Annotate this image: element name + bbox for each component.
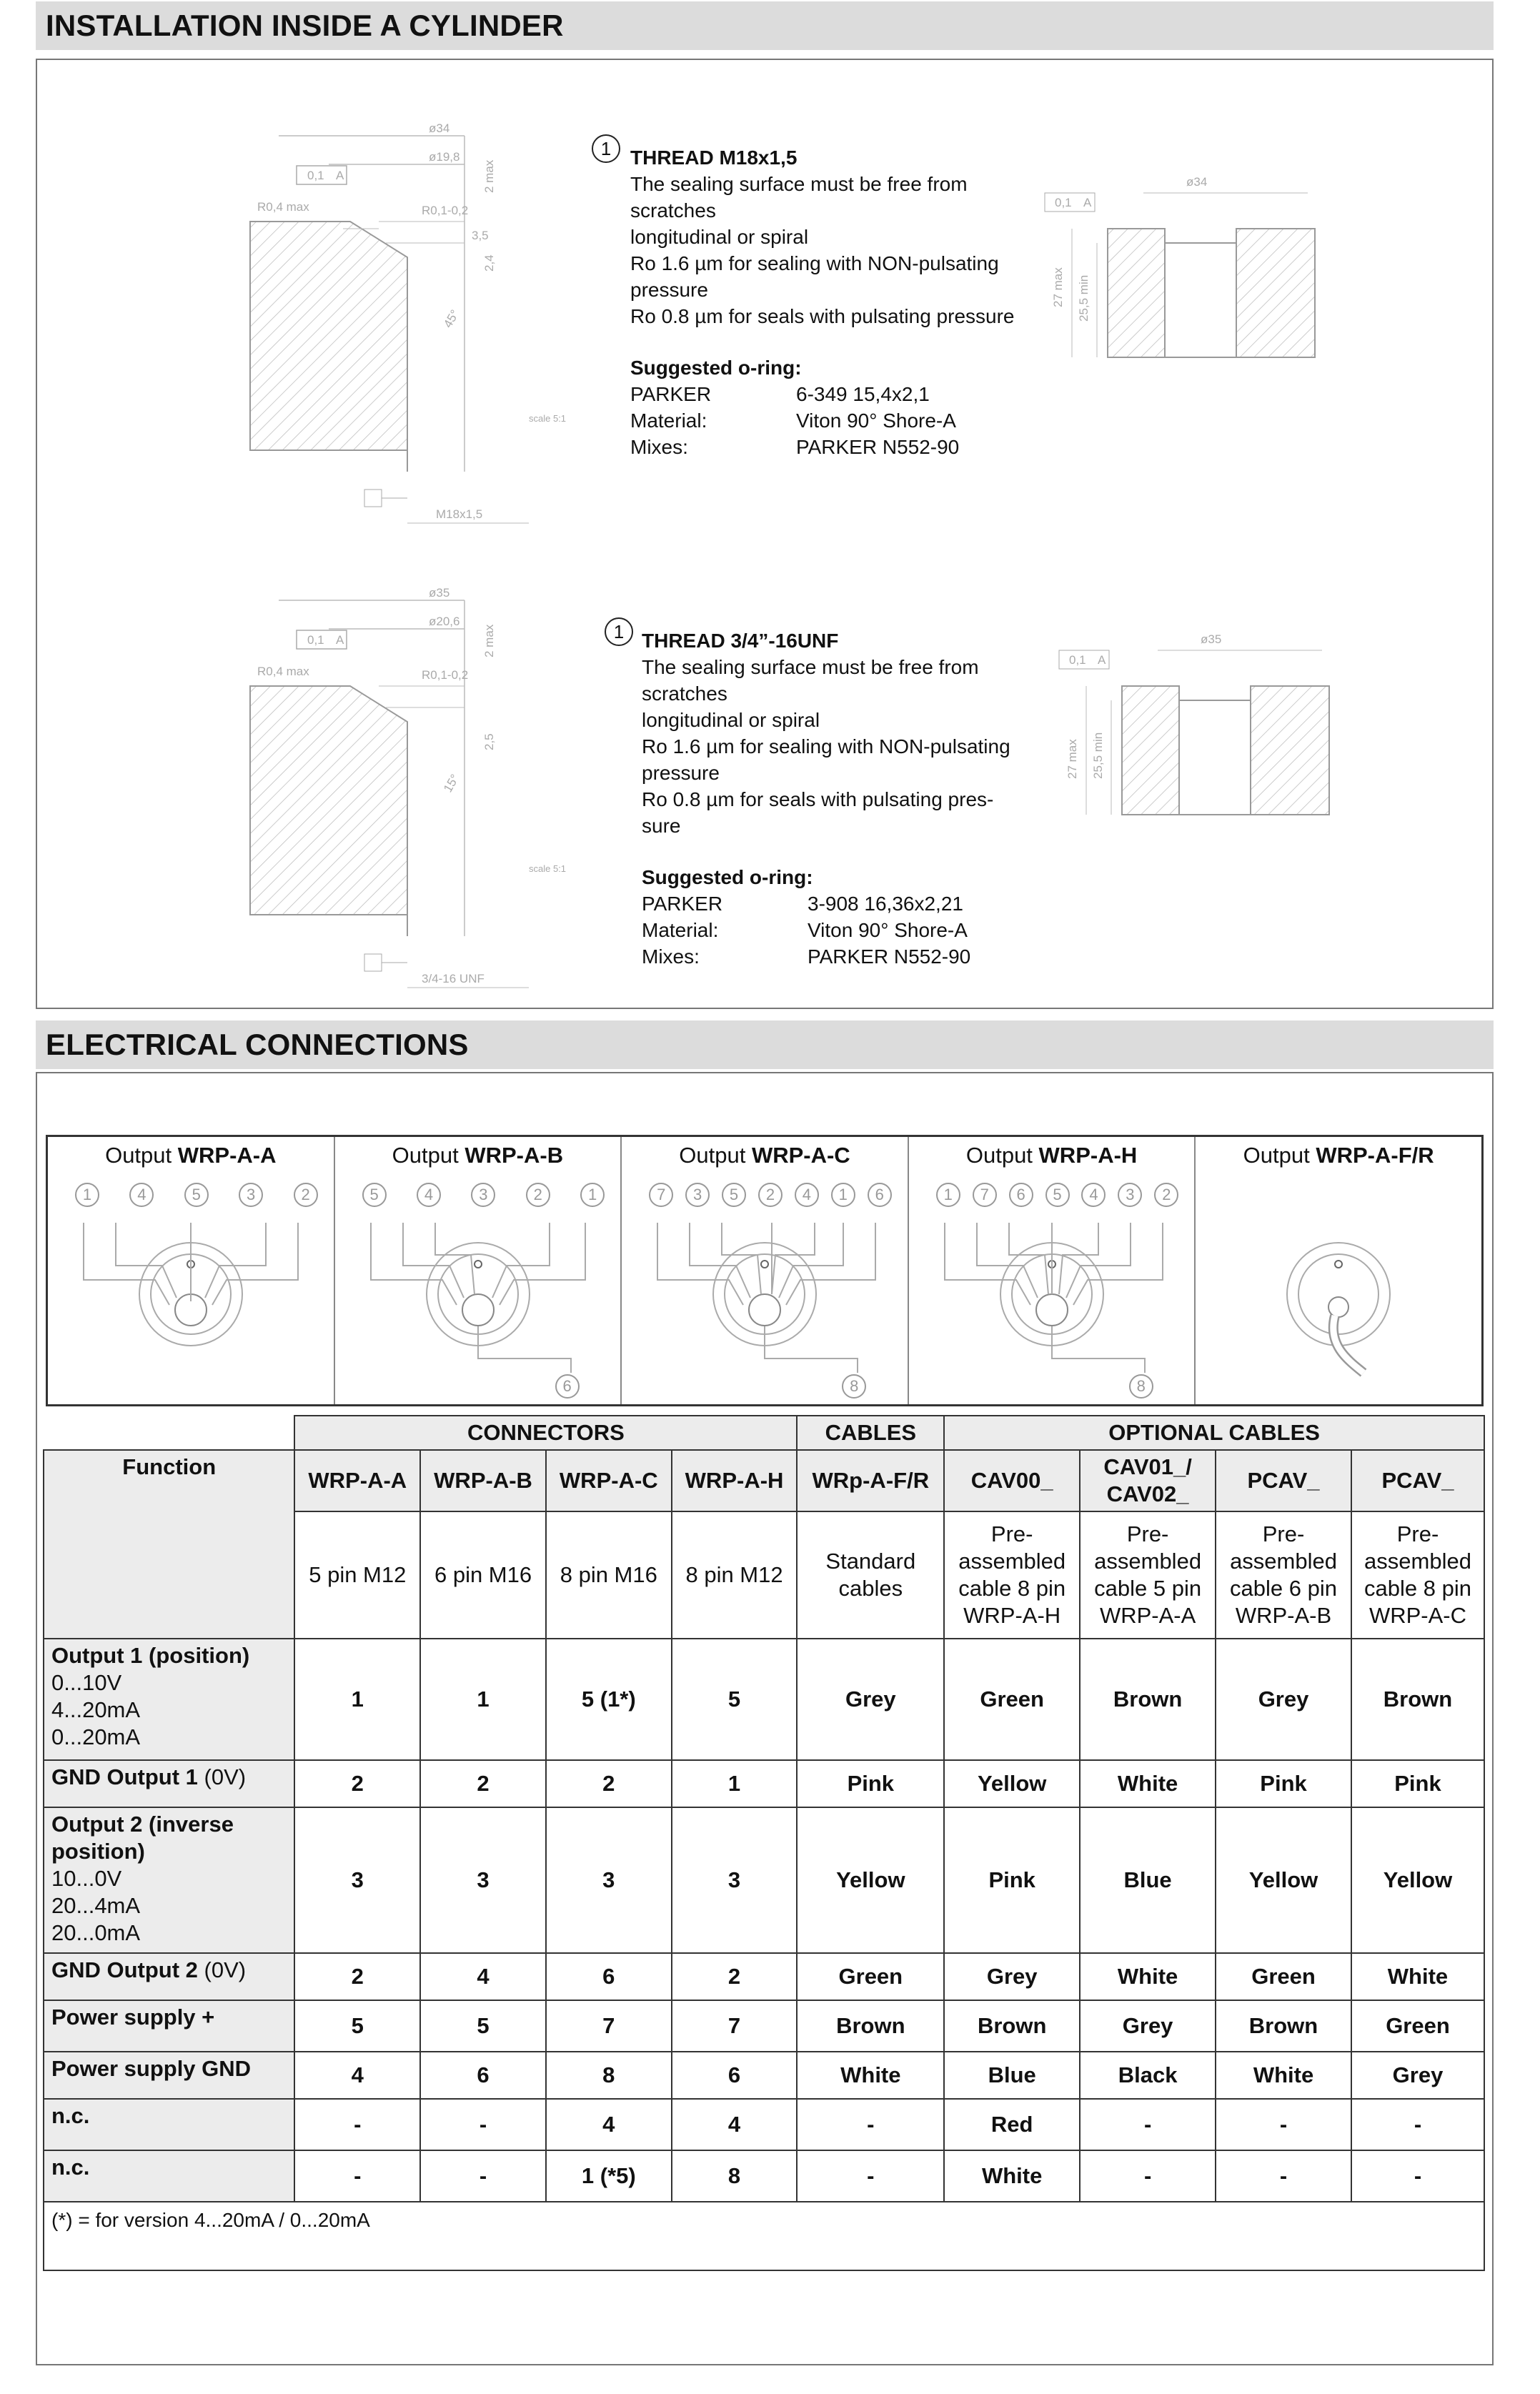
group-header-row — [44, 1416, 1484, 1450]
dim-diameter-outer: ø34 — [429, 121, 450, 135]
table-cell: 4 — [546, 2099, 672, 2150]
dim-datum: A — [336, 633, 344, 647]
oring-row: Material: Viton 90° Shore-A — [630, 409, 956, 432]
table-row — [44, 1639, 1484, 1760]
table-cell: 7 — [546, 2000, 672, 2052]
spec-line: Ro 1.6 µm for sealing with NON-pulsating — [630, 252, 999, 274]
function-cell — [44, 1760, 294, 1807]
section-electrical-header — [36, 1020, 1494, 1069]
table-row — [44, 2000, 1484, 2052]
table-cell: - — [294, 2150, 420, 2202]
table-cell: White — [797, 2052, 944, 2099]
col-header: WRP-A-A — [294, 1450, 420, 1511]
dim-depth-1: 3,5 — [472, 229, 489, 242]
function-cell — [44, 1807, 294, 1953]
spec-line: Ro 0.8 µm for seals with pulsating pres- — [642, 788, 994, 810]
oring-row: Mixes: PARKER N552-90 — [642, 945, 971, 968]
pin-labels: 1 7 6 5 4 3 2 — [936, 1183, 1179, 1207]
dim-angle: 15° — [441, 772, 462, 795]
function-label: Output 2 (inverse position) — [51, 1812, 234, 1864]
table-cell: 4 — [420, 1953, 546, 2000]
table-cell: Pink — [944, 1807, 1080, 1953]
output-title: Output WRP-A-A — [105, 1143, 277, 1168]
dim-tolerance: 0,1 — [307, 633, 324, 647]
oring-row: PARKER 3-908 16,36x2,21 — [642, 893, 963, 915]
footnote-row — [44, 2202, 1484, 2270]
table-cell: 6 — [672, 2052, 798, 2099]
table-cell: Pink — [797, 1760, 944, 1807]
col-header: WRP-A-B — [420, 1450, 546, 1511]
output-cell-wrp-a-f-r — [1196, 1137, 1481, 1404]
dim-radius-max: R0,4 max — [257, 200, 309, 214]
table-cell: 3 — [420, 1807, 546, 1953]
function-unit: (0V) — [197, 1764, 247, 1789]
spec-line: pressure — [630, 279, 708, 301]
table-cell: 2 — [672, 1953, 798, 2000]
spec-line: longitudinal or spiral — [642, 709, 820, 731]
pin-labels: 5 4 3 2 1 — [362, 1183, 605, 1207]
table-cell: Green — [944, 1639, 1080, 1760]
col-header: PCAV_ — [1351, 1450, 1484, 1511]
table-cell: - — [420, 2099, 546, 2150]
table-row — [44, 2150, 1484, 2202]
drawing-unf-detail — [1050, 622, 1351, 836]
dim-radius-range: R0,1-0,2 — [422, 668, 469, 682]
dim-depth-2: 2,4 — [482, 254, 496, 272]
footnote: (*) = for version 4...20mA / 0...20mA — [44, 2202, 1484, 2270]
table-cell: Brown — [1351, 1639, 1484, 1760]
spec-title: THREAD 3/4”-16UNF — [642, 630, 839, 652]
oring-title: Suggested o-ring: — [642, 866, 813, 888]
connector-m12-icon — [48, 1180, 334, 1409]
table-cell: Black — [1080, 2052, 1216, 2099]
callout-1: 1 — [592, 134, 620, 163]
pin-bottom: 8 — [842, 1374, 866, 1399]
col-header: CAV01_/ CAV02_ — [1080, 1450, 1216, 1511]
group-optional-cables: OPTIONAL CABLES — [944, 1416, 1484, 1450]
function-label: n.c. — [51, 2103, 90, 2128]
table-cell: 4 — [294, 2052, 420, 2099]
spec-line: The sealing surface must be free from — [642, 656, 979, 678]
output-connectors-row — [46, 1135, 1484, 1406]
table-row — [44, 1760, 1484, 1807]
function-cell — [44, 2052, 294, 2099]
spec-line: Ro 1.6 µm for sealing with NON-pulsating — [642, 735, 1010, 758]
table-cell: 3 — [672, 1807, 798, 1953]
function-label: Power supply GND — [51, 2056, 252, 2081]
table-cell: Grey — [944, 1953, 1080, 2000]
right-dim-depth-max: 27 max — [1065, 739, 1079, 779]
table-cell: 6 — [420, 2052, 546, 2099]
table-cell: 2 — [294, 1953, 420, 2000]
col-header: WRP-A-C — [546, 1450, 672, 1511]
output-cell-wrp-a-b — [335, 1137, 622, 1404]
col-description: 8 pin M12 — [672, 1511, 798, 1639]
table-cell: White — [1080, 1760, 1216, 1807]
drawing-scale: scale 5:1 — [529, 413, 567, 424]
drawing-unf-section — [236, 579, 572, 1000]
output-cell-wrp-a-a — [48, 1137, 335, 1404]
table-cell: Brown — [944, 2000, 1080, 2052]
column-header-row — [44, 1450, 1484, 1511]
function-cell — [44, 1639, 294, 1760]
col-description: Pre-assembled cable 5 pin WRP-A-A — [1080, 1511, 1216, 1639]
output-cell-wrp-a-c — [622, 1137, 909, 1404]
table-body — [44, 1639, 1484, 2202]
function-unit: (0V) — [197, 1957, 247, 1982]
function-label: GND Output 1 — [51, 1764, 198, 1789]
spec-line: Ro 0.8 µm for seals with pulsating pressure — [630, 305, 1015, 327]
table-cell: Brown — [1080, 1639, 1216, 1760]
table-cell: Green — [1351, 2000, 1484, 2052]
table-cell: Grey — [797, 1639, 944, 1760]
right-dim-diameter: ø35 — [1201, 632, 1222, 646]
table-cell: 6 — [546, 1953, 672, 2000]
dim-tolerance: 0,1 — [307, 169, 324, 182]
col-header: WRp-A-F/R — [797, 1450, 944, 1511]
spec-line: scratches — [642, 682, 727, 705]
table-cell: Yellow — [944, 1760, 1080, 1807]
table-cell: Grey — [1216, 1639, 1351, 1760]
function-range: 20...0mA — [51, 1920, 141, 1945]
right-dim-diameter: ø34 — [1186, 175, 1208, 189]
function-header: Function — [44, 1450, 294, 1639]
output-cell-wrp-a-h — [909, 1137, 1196, 1404]
table-cell: 1 — [672, 1760, 798, 1807]
dim-diameter-inner: ø19,8 — [429, 150, 460, 164]
table-cell: - — [1080, 2150, 1216, 2202]
table-cell: Green — [1216, 1953, 1351, 2000]
table-cell: Brown — [797, 2000, 944, 2052]
dim-depth-max: 2 max — [482, 624, 496, 657]
table-cell: Pink — [1351, 1760, 1484, 1807]
table-cell: 5 — [672, 1639, 798, 1760]
table-cell: Grey — [1080, 2000, 1216, 2052]
dim-thread: 3/4-16 UNF — [422, 972, 485, 985]
table-cell: 2 — [420, 1760, 546, 1807]
table-cell: - — [797, 2099, 944, 2150]
dim-datum: A — [336, 169, 344, 182]
table-row — [44, 1953, 1484, 2000]
right-dim-depth-max: 27 max — [1051, 267, 1065, 307]
table-cell: Grey — [1351, 2052, 1484, 2099]
col-description: 5 pin M12 — [294, 1511, 420, 1639]
table-cell: 2 — [546, 1760, 672, 1807]
spec-line: longitudinal or spiral — [630, 226, 809, 248]
right-dim-tolerance: 0,1 — [1069, 653, 1086, 667]
col-description: Pre-assembled cable 6 pin WRP-A-B — [1216, 1511, 1351, 1639]
table-cell: - — [1216, 2150, 1351, 2202]
table-cell: 1 — [420, 1639, 546, 1760]
spec-line: sure — [642, 815, 681, 837]
spec-line: pressure — [642, 762, 720, 784]
spec-line: The sealing surface must be free from — [630, 173, 968, 195]
output-title: Output WRP-A-H — [965, 1143, 1138, 1168]
table-row — [44, 1807, 1484, 1953]
pin-bottom: 6 — [555, 1374, 580, 1399]
dim-depth: 2,5 — [482, 733, 496, 750]
table-cell: 5 — [294, 2000, 420, 2052]
table-cell: - — [1216, 2099, 1351, 2150]
col-header: WRP-A-H — [672, 1450, 798, 1511]
spec-title: THREAD M18x1,5 — [630, 146, 798, 169]
group-connectors: CONNECTORS — [294, 1416, 797, 1450]
function-cell — [44, 2000, 294, 2052]
spec-thread-unf — [642, 627, 1010, 970]
oring-row: PARKER 6-349 15,4x2,1 — [630, 383, 930, 405]
section-title: ELECTRICAL CONNECTIONS — [46, 1028, 469, 1061]
table-cell: - — [294, 2099, 420, 2150]
function-range: 4...20mA — [51, 1697, 141, 1722]
pin-bottom: 8 — [1129, 1374, 1153, 1399]
connector-8pin-m12-icon — [909, 1180, 1195, 1409]
spec-thread-m18 — [630, 144, 1014, 460]
col-description: Pre-assembled cable 8 pin WRP-A-C — [1351, 1511, 1484, 1639]
table-cell: Yellow — [797, 1807, 944, 1953]
function-label: Power supply + — [51, 2005, 215, 2030]
right-dim-tolerance: 0,1 — [1055, 196, 1072, 209]
table-cell: - — [797, 2150, 944, 2202]
table-cell: 5 (1*) — [546, 1639, 672, 1760]
right-dim-depth-min: 25,5 min — [1077, 274, 1091, 322]
table-cell: Brown — [1216, 2000, 1351, 2052]
function-label: GND Output 2 — [51, 1957, 198, 1982]
connector-m16-icon — [335, 1180, 621, 1409]
function-label: n.c. — [51, 2155, 90, 2180]
col-header: CAV00_ — [944, 1450, 1080, 1511]
oring-row: Mixes: PARKER N552-90 — [630, 436, 960, 458]
table-row — [44, 2099, 1484, 2150]
table-cell: 3 — [294, 1807, 420, 1953]
dim-radius-range: R0,1-0,2 — [422, 204, 469, 217]
function-cell — [44, 2150, 294, 2202]
function-range: 20...4mA — [51, 1893, 141, 1918]
dim-thread: M18x1,5 — [436, 507, 483, 521]
table-cell: 1 (*5) — [546, 2150, 672, 2202]
table-cell: - — [420, 2150, 546, 2202]
dim-depth-max: 2 max — [482, 159, 496, 193]
dim-radius-max: R0,4 max — [257, 665, 309, 678]
col-description: Standard cables — [797, 1511, 944, 1639]
cable-output-icon — [1196, 1180, 1481, 1409]
right-dim-depth-min: 25,5 min — [1091, 732, 1105, 779]
table-cell: White — [1216, 2052, 1351, 2099]
right-dim-datum: A — [1083, 196, 1092, 209]
table-cell: - — [1080, 2099, 1216, 2150]
function-range: 0...20mA — [51, 1724, 141, 1749]
dim-diameter-outer: ø35 — [429, 586, 450, 600]
table-cell: Green — [797, 1953, 944, 2000]
col-description: 8 pin M16 — [546, 1511, 672, 1639]
table-cell: 3 — [546, 1807, 672, 1953]
col-description: Pre-assembled cable 8 pin WRP-A-H — [944, 1511, 1080, 1639]
section-installation-header — [36, 1, 1494, 50]
connections-table — [43, 1415, 1485, 2271]
table-cell: - — [1351, 2099, 1484, 2150]
dim-angle: 45° — [441, 307, 462, 330]
table-cell: Yellow — [1216, 1807, 1351, 1953]
function-cell — [44, 2099, 294, 2150]
pin-labels: 1 4 5 3 2 — [75, 1183, 318, 1207]
function-range: 10...0V — [51, 1866, 122, 1891]
output-title: Output WRP-A-B — [392, 1143, 564, 1168]
table-cell: Red — [944, 2099, 1080, 2150]
col-description: 6 pin M16 — [420, 1511, 546, 1639]
section-title: INSTALLATION INSIDE A CYLINDER — [46, 9, 564, 42]
table-cell: 7 — [672, 2000, 798, 2052]
function-cell — [44, 1953, 294, 2000]
function-range: 0...10V — [51, 1670, 122, 1695]
table-cell: 5 — [420, 2000, 546, 2052]
output-title: Output WRP-A-C — [679, 1143, 850, 1168]
dim-diameter-inner: ø20,6 — [429, 615, 460, 628]
table-cell: 8 — [546, 2052, 672, 2099]
table-cell: - — [1351, 2150, 1484, 2202]
function-label: Output 1 (position) — [51, 1643, 250, 1668]
table-cell: Yellow — [1351, 1807, 1484, 1953]
drawing-m18-detail — [1036, 164, 1336, 379]
output-title: Output WRP-A-F/R — [1243, 1143, 1434, 1168]
oring-title: Suggested o-ring: — [630, 357, 802, 379]
table-cell: White — [944, 2150, 1080, 2202]
table-cell: Blue — [1080, 1807, 1216, 1953]
col-header: PCAV_ — [1216, 1450, 1351, 1511]
pin-labels: 7 3 5 2 4 1 6 — [649, 1183, 892, 1207]
table-cell: Blue — [944, 2052, 1080, 2099]
table-cell: 4 — [672, 2099, 798, 2150]
table-cell: White — [1351, 1953, 1484, 2000]
table-cell: 8 — [672, 2150, 798, 2202]
callout-1: 1 — [605, 617, 633, 646]
drawing-scale: scale 5:1 — [529, 863, 567, 874]
table-cell: Pink — [1216, 1760, 1351, 1807]
drawing-m18-section — [236, 114, 572, 536]
table-cell: 2 — [294, 1760, 420, 1807]
right-dim-datum: A — [1098, 653, 1106, 667]
group-cables: CABLES — [797, 1416, 944, 1450]
oring-row: Material: Viton 90° Shore-A — [642, 919, 968, 941]
table-row — [44, 2052, 1484, 2099]
connector-8pin-icon — [622, 1180, 908, 1409]
table-cell: 1 — [294, 1639, 420, 1760]
spec-line: scratches — [630, 199, 716, 222]
table-cell: White — [1080, 1953, 1216, 2000]
